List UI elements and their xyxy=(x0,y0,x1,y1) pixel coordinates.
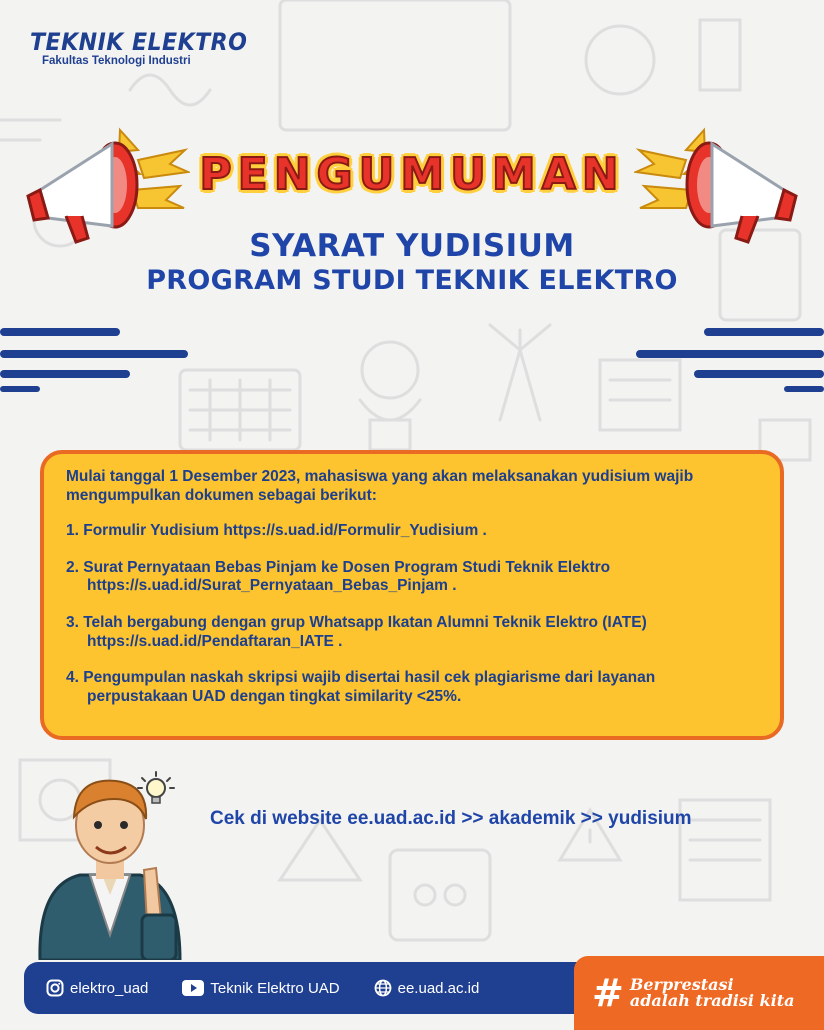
announcement-label xyxy=(150,146,674,202)
item-2-line2: https://s.uad.id/Surat_Pernyataan_Bebas_Pinjam . xyxy=(87,577,457,595)
item-3-line2: https://s.uad.id/Pendaftaran_IATE . xyxy=(87,632,343,650)
announcement-text: PENGUMUMAN xyxy=(199,148,625,200)
footer-bar xyxy=(24,962,644,1014)
brand-title: TEKNIK ELEKTRO xyxy=(30,28,248,56)
item-2-line1: 2. Surat Pernyataan Bebas Pinjam ke Dosen Program Studi Teknik Elektro xyxy=(66,558,611,576)
lightbulb-icon xyxy=(136,770,176,814)
item-1-line1: 1. Formulir Yudisium https://s.uad.id/Formulir_Yudisium . xyxy=(66,522,487,540)
left-stripes xyxy=(0,328,190,394)
list-item xyxy=(66,559,758,596)
youtube-channel: Teknik Elektro UAD xyxy=(210,979,340,997)
website-url: ee.uad.ac.id xyxy=(397,979,480,997)
globe-icon xyxy=(374,979,392,997)
instagram-icon xyxy=(46,979,64,997)
instagram-link[interactable] xyxy=(46,979,148,997)
tagline-text xyxy=(630,977,795,1009)
list-item xyxy=(66,669,758,706)
title-line-2: PROGRAM STUDI TEKNIK ELEKTRO xyxy=(146,265,678,296)
instagram-handle: elektro_uad xyxy=(70,979,149,997)
hashtag-symbol: # xyxy=(592,971,624,1015)
item-4-line2: perpustakaan UAD dengan tingkat similarity <25%. xyxy=(87,687,462,705)
website-link[interactable] xyxy=(374,979,480,997)
tagline-line-1: Berprestasi xyxy=(629,975,734,994)
brand-subtitle: Fakultas Teknologi Industri xyxy=(42,55,191,67)
title-line-1: SYARAT YUDISIUM xyxy=(249,228,575,264)
youtube-icon xyxy=(182,980,204,996)
requirements-intro: Mulai tanggal 1 Desember 2023, mahasiswa yang akan melaksanakan yudisium wajib mengumpulkan dokumen sebagai berikut: xyxy=(66,468,694,504)
list-item xyxy=(66,522,758,541)
tagline-line-2: adalah tradisi kita xyxy=(629,991,795,1010)
item-4-line1: 4. Pengumpulan naskah skripsi wajib disertai hasil cek plagiarisme dari layanan xyxy=(66,669,656,687)
tagline-box xyxy=(574,956,824,1030)
item-3-line1: 3. Telah bergabung dengan grup Whatsapp Ikatan Alumni Teknik Elektro (IATE) xyxy=(66,613,647,631)
youtube-link[interactable] xyxy=(182,980,339,997)
list-item xyxy=(66,614,758,651)
requirements-box xyxy=(40,450,784,740)
website-cta: Cek di website ee.uad.ac.id >> akademik >> yudisium xyxy=(210,808,692,829)
brand-block xyxy=(30,28,266,67)
right-stripes xyxy=(634,328,824,394)
